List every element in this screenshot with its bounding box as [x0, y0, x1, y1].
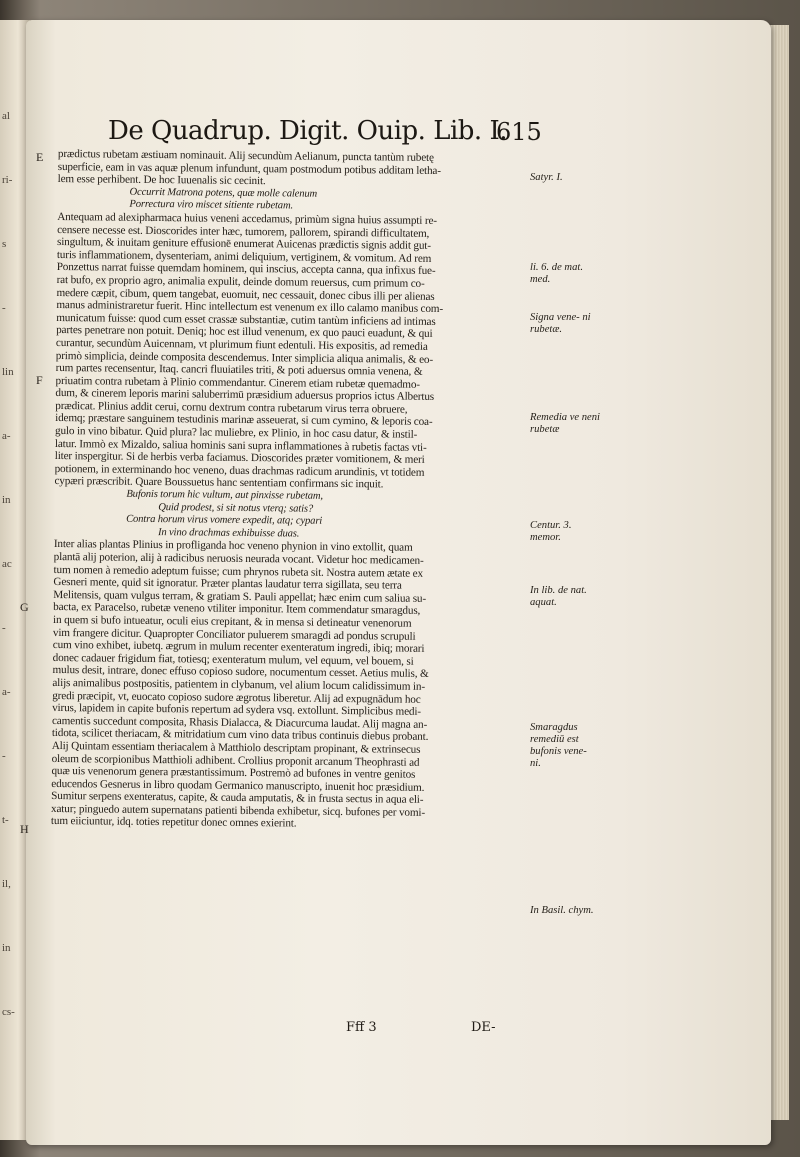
left-page-fragment: -: [2, 750, 6, 762]
text-line: singultum, & inuitam geniture effusionē enumerat Auicenas prædictis signis addit gut-: [56, 236, 431, 253]
left-page-fragment: t-: [2, 814, 9, 826]
text-line: quæ uis venenorum genera præstantissimum. Postremò ad bufones in ventre genitos: [51, 765, 416, 781]
left-page-fragment: ac: [2, 558, 12, 570]
side-note: Satyr. I.: [530, 172, 563, 183]
text-line: manus administraretur fuerit. Hinc intellectum est venenum ex illo calamo manibus com-: [56, 299, 444, 316]
text-line: Antequam ad alexipharmaca huius veneni accedamus, primùm signa huius assumpti re-: [57, 210, 437, 227]
text-line: latur. Immò ex Mizaldo, saliua hominis sani supra inflammationes à rubetis factas vti-: [54, 437, 427, 454]
text-line: superficie, eam in vas aquæ plenum infundunt, quam postmodum potibus additam letha-: [57, 160, 441, 177]
text-line: camentis succedunt composita, Rhasis Dialacca, & Diacurcuma laudat. Alij magna an-: [51, 714, 428, 731]
verse-line: In vino drachmas exhibuisse duas.: [157, 526, 300, 540]
text-line: Sumitur serpens exenteratus, capite, & cauda amputatis, & in frusta sectus in aqua eli-: [51, 790, 424, 807]
left-page-fragment: a-: [2, 686, 11, 698]
text-line: Gesneri mente, quid sit ignoratur. Præter plantas laudatur terra sigillata, seu terra: [53, 576, 402, 592]
left-page-fragment: s: [2, 238, 7, 250]
text-line: virus, lapidem in capite bufonis repertum ad sydera vsq. extollunt. Simplicibus medi-: [52, 702, 421, 718]
left-page-fragment: ri-: [2, 174, 13, 186]
text-line: municatum fuisse: quod cum esset crassæ substantiæ, cutim tantùm inficiens ad intimas: [56, 311, 436, 328]
page-number: 615: [496, 118, 542, 146]
left-page-fragment: in: [2, 942, 11, 954]
text-line: in quem si bufo intueatur, oculi eius crepitant, & in mensa si detineatur venenorum: [52, 613, 412, 630]
side-note: Remedia ve neni rubetæ: [530, 412, 601, 435]
text-line: primò simplicia, deinde composita descendemus. Inter simplicia aliqua animalis, & eo-: [55, 349, 434, 366]
left-page-fragment: a-: [2, 430, 11, 442]
section-letter: G: [20, 600, 29, 614]
text-line: medere cæpit, cibum, quem tangebat, euomuit, nec cessauit, donec cibus illi per alienas: [56, 286, 435, 303]
left-page-fragment: in: [2, 494, 11, 506]
catchword: DE-: [471, 1020, 496, 1035]
left-page-fragment: lin: [2, 366, 14, 378]
section-letter: F: [36, 373, 43, 387]
left-page-fragment: il,: [2, 878, 11, 890]
text-line: prædictus rubetam æstiuam nominauit. Alij secundùm Aelianum, puncta tantùm rubetę: [57, 148, 434, 164]
text-line: potionem, in exterminando hoc veneno, duas drachmas radicum arundinis, vt totidem: [54, 462, 425, 479]
text-line: Alij Quintam essentiam theriacalem à Matthiolo descriptam propinant, & extrinsecus: [51, 739, 421, 756]
text-line: partes penetrare non potuit. Deniq; hoc est illud venenum, ex quo pauci euadunt, & qui: [56, 324, 433, 341]
text-line: plantā alij poterion, alij à radicibus neruosis neurada vocant. Videtur hoc medicamen-: [53, 550, 424, 567]
side-note: Smaragdus remediū est bufonis vene- ni.: [530, 722, 587, 769]
verse-line: Contra horum virus vomere expedit, atq; cypari: [126, 513, 323, 528]
side-note: In Basil. chym.: [530, 905, 594, 916]
text-line: donec cadauer frigidum fiat, totiesq; exenteratum mulum, vel equum, vel bouem, si: [52, 651, 414, 668]
text-line: gulo in vino bibatur. Quid plura? lac muliebre, ex Plinio, in hoc casu datur, & instil-: [54, 425, 418, 441]
side-note: li. 6. de mat. med.: [530, 262, 583, 285]
page-title: De Quadrup. Digit. Ouip. Lib. I.: [108, 116, 507, 146]
left-page-fragment: -: [2, 302, 6, 314]
text-line: Melitensis, quam vulgus terram, & gratiam S. Pauli appellat; hæc enim cum saliua su-: [53, 588, 427, 605]
section-letter: H: [20, 822, 29, 836]
text-line: gredi præcipit, vt, euocato copioso sudore ægrotus liberetur. Alij ad expugnādum hoc: [52, 689, 421, 706]
text-line: tidota, scilicet theriacam, & mitridatium cum vino data tribus continuis diebus probant.: [51, 727, 429, 744]
text-line: cypæri præscribit. Quare Boussuetus hanc sententiam confirmans sic inquit.: [54, 475, 384, 491]
left-page-fragment: -: [2, 622, 6, 634]
text-line: tum eiiciuntur, idq. toties repetitur donec omnes exierint.: [50, 815, 297, 831]
text-line: rat bufo, ex proprio agro, animalia expulit, deinde domum reuersus, cum primum co-: [56, 273, 425, 290]
text-line: tum nomen à remedio adeptum fuisse; cum phrynos rubeta sit. Nostra autem ætate ex: [53, 563, 424, 580]
verse-line: Occurrit Matrona potens, quæ molle calenum: [129, 186, 318, 200]
section-letter: E: [36, 150, 44, 164]
verse-line: Quid prodest, si sit notus vterq; satis?: [158, 501, 314, 515]
verse-line: Porrectura viro miscet sitiente rubetam.: [129, 199, 294, 212]
text-line: alijs animalibus postpositis, patientem in clybanum, vel alium locum calidissimum in-: [52, 676, 426, 693]
text-line: liter inspergitur. Si de herbis verba faciamus. Dioscorides præter vomitionem, & meri: [54, 450, 425, 467]
text-line: vim frangere dicitur. Quapropter Conciliator puluerem smaragdi ad pondus scrupuli: [52, 626, 416, 643]
text-line: lem esse perhibent. De hoc Iuuenalis sic cecinit.: [57, 173, 266, 188]
verse-line: Bufonis torum hic vultum, aut pinxisse rubetam,: [126, 488, 324, 502]
text-line: cum vino exhibet, iubetq. ægrum in mulum recenter exenteratum ingredi, ibiq; morari: [52, 639, 425, 656]
side-note: Centur. 3. memor.: [530, 520, 572, 543]
left-page-fragment: al: [2, 110, 10, 122]
text-line: Ponzettus narrat fuisse quemdam hominem, qui inscius, accepta canna, qua infixus fue-: [56, 261, 436, 278]
text-line: oleum de scorpionibus Matthioli adhibent. Crollius proponit arcanum Theophrasti ad: [51, 752, 420, 769]
text-line: bacta, ex Paracelso, rubetæ veneno vtiliter imponitur. Item commendatur smaragdus,: [53, 601, 421, 618]
left-page-fragment: cs-: [2, 1006, 15, 1018]
text-line: Inter alias plantas Plinius in profliganda hoc veneno phynion in vino extollit, quam: [53, 538, 413, 555]
side-note: Signa vene- ni rubetæ.: [530, 312, 591, 335]
text-line: prædicat. Plinius addit cerui, cornu dextrum contra rubetarum virus terra obruere,: [55, 399, 408, 416]
text-line: educendos Gesnerus in libro quodam Germanico manuscripto, inuenit hoc præsidium.: [51, 777, 425, 794]
text-line: idemq; præstare sanguinem testudinis marinæ asseuerat, si cum cymino, & leporis coa-: [55, 412, 433, 429]
text-line: xatur; pinguedo autem supernatans patienti bibenda exhibetur, sicq. bufones per vomi-: [51, 802, 426, 819]
page-footer: [26, 1020, 771, 1044]
text-line: curantur, secundùm Auicennam, vt plurimum fiunt edentuli. His expositis, ad remedia: [55, 336, 428, 353]
text-line: rum partes recensentur, Itaq. cancri fluuiatiles triti, & poti aduersus omnia venena, &: [55, 362, 423, 378]
text-line: censere necesse est. Dioscorides inter hæc, tumorem, pallorem, spirandi difficultatem,: [57, 223, 430, 240]
side-note: In lib. de nat. aquat.: [530, 585, 587, 608]
signature-mark: Fff 3: [346, 1020, 377, 1035]
text-line: dum, & cinerem leporis marini saluberrimū præsidium aduersus proprios ictus Albertus: [55, 387, 435, 404]
text-line: turis inflammationem, dysenteriam, animi deliquium, vertiginem, & vomitum. Ad rem: [56, 248, 432, 265]
body-text: [51, 148, 520, 833]
text-line: priuatim contra rubetam à Plinio commendantur. Cinerem etiam rubetæ quemadmo-: [55, 374, 420, 391]
text-line: mulus desit, intrare, donec effuso copioso sudore, nocumentum cesset. Aetius mulis, &: [52, 664, 429, 681]
